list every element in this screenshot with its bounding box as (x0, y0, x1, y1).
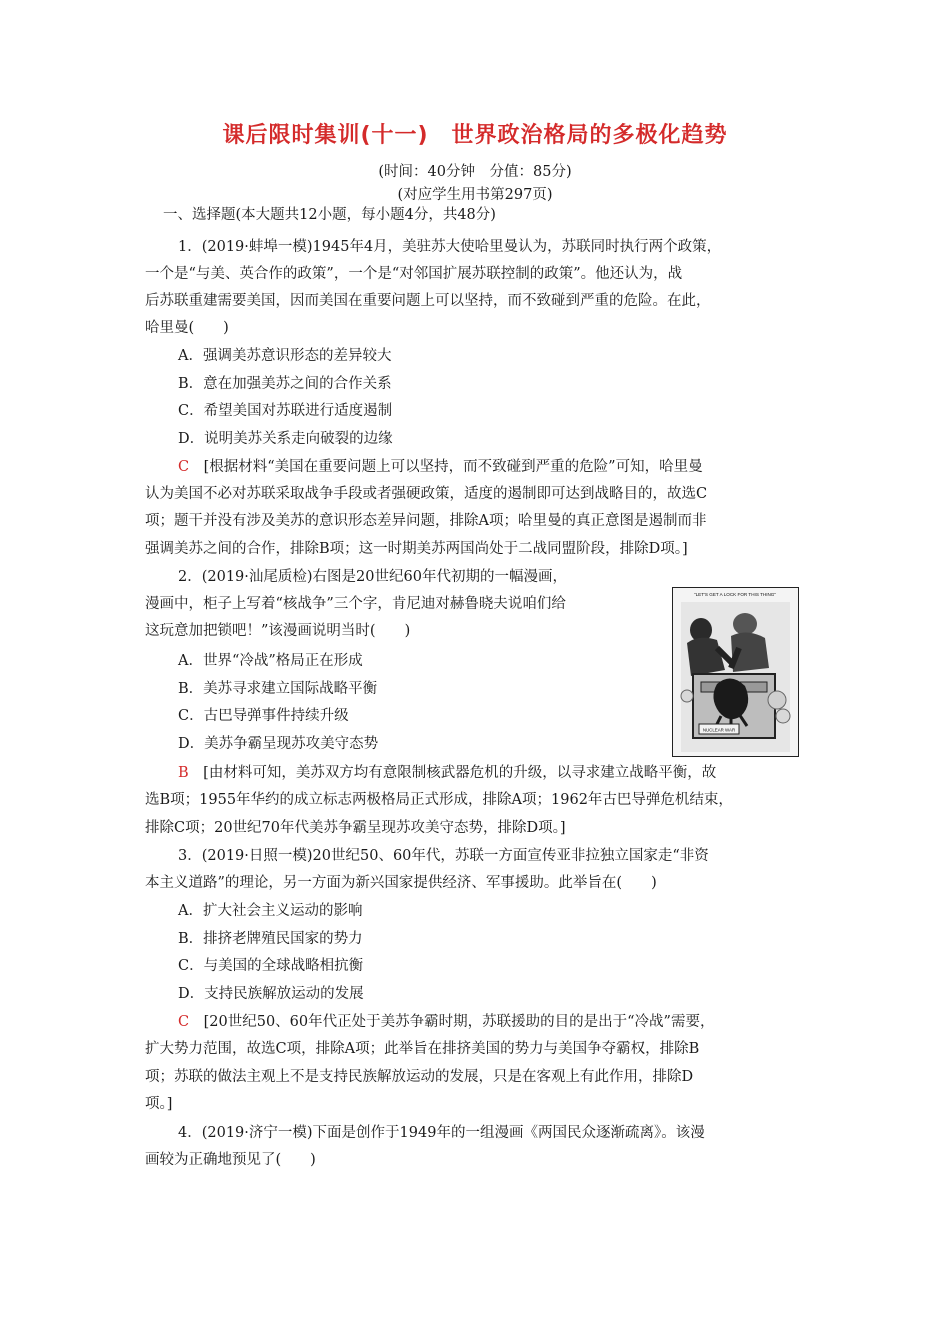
q1-answer: C (178, 459, 190, 475)
q2-stem-line: 这玩意加把锁吧！”该漫画说明当时( ) (145, 623, 411, 639)
q1-explanation-line: 认为美国不必对苏联采取战争手段或者强硬政策，适度的遏制即可达到战略目的，故选C (145, 486, 708, 502)
reference-info: (对应学生用书第297页) (397, 187, 553, 203)
q3-answer: C (178, 1014, 190, 1030)
q1-option-c: C．希望美国对苏联进行适度遏制 (178, 403, 393, 419)
q3-option-b: B．排挤老牌殖民国家的势力 (178, 931, 363, 947)
q3-stem-line: 本主义道路”的理论，另一方面为新兴国家提供经济、军事援助。此举旨在( ) (145, 875, 657, 891)
q1-stem-line: 后苏联重建需要美国，因而美国在重要问题上可以坚持，而不致碰到严重的危险。在此， (145, 293, 711, 309)
q2-answer: B (178, 765, 189, 781)
q1-option-a: A．强调美苏意识形态的差异较大 (178, 348, 392, 364)
q3-explanation-line: 扩大势力范围，故选C项，排除A项；此举旨在排挤美国的势力与美国争夺霸权，排除B (145, 1041, 700, 1057)
q3-explanation-line: 项；苏联的做法主观上不是支持民族解放运动的发展，只是在客观上有此作用，排除D (145, 1069, 694, 1085)
q1-stem-line: 一个是“与美、英合作的政策”，一个是“对邻国扩展苏联控制的政策”。他还认为，战 (145, 266, 683, 282)
page-title: 课后限时集训(十一) 世界政治格局的多极化趋势 (222, 123, 728, 148)
q4-stem-line: 画较为正确地预见了( ) (145, 1152, 316, 1168)
q2-option-a: A．世界“冷战”格局正在形成 (178, 653, 363, 669)
q1-explanation-line: 强调美苏之间的合作，排除B项；这一时期美苏两国尚处于二战同盟阶段，排除D项。] (145, 541, 688, 557)
comic-label: NUCLEAR WAR (702, 727, 736, 733)
q2-explanation-line: 选B项；1955年华约的成立标志两极格局正式形成，排除A项；1962年古巴导弹危机结束， (145, 792, 733, 808)
time-score-info: (时间：40分钟 分值：85分) (378, 164, 572, 180)
cartoon-image (672, 587, 799, 757)
q3-option-a: A．扩大社会主义运动的影响 (178, 903, 363, 919)
q1-stem-line: 1．(2019·蚌埠一模)1945年4月，美驻苏大使哈里曼认为，苏联同时执行两个政策， (178, 239, 722, 255)
q4-stem-line: 4．(2019·济宁一模)下面是创作于1949年的一组漫画《两国民众逐渐疏离》。该漫 (178, 1125, 705, 1141)
q2-explanation-line: 排除C项；20世纪70年代美苏争霸呈现苏攻美守态势，排除D项。] (145, 820, 566, 836)
q2-option-b: B．美苏寻求建立国际战略平衡 (178, 681, 378, 697)
q3-stem-line: 3．(2019·日照一模)20世纪50、60年代，苏联一方面宣传亚非拉独立国家走“非资 (178, 848, 709, 864)
q3-explanation-line: 项。] (145, 1096, 173, 1112)
q2-explanation-line: B [由材料可知，美苏双方均有意限制核武器危机的升级，以寻求建立战略平衡，故 (178, 765, 717, 781)
q3-option-d: D．支持民族解放运动的发展 (178, 986, 364, 1002)
q3-explanation-line: C [20世纪50、60年代正处于美苏争霸时期，苏联援助的目的是出于“冷战”需要， (178, 1014, 715, 1030)
q2-option-d: D．美苏争霸呈现苏攻美守态势 (178, 736, 379, 752)
comic-caption: "LET'S GET A LOCK FOR THIS THING" (694, 592, 776, 597)
q1-stem-line: 哈里曼( ) (145, 320, 229, 336)
q1-option-d: D．说明美苏关系走向破裂的边缘 (178, 431, 393, 447)
q1-option-b: B．意在加强美苏之间的合作关系 (178, 376, 392, 392)
q3-option-c: C．与美国的全球战略相抗衡 (178, 958, 364, 974)
q1-explanation-line: 项；题干并没有涉及美苏的意识形态差异问题，排除A项；哈里曼的真正意图是遏制而非 (145, 513, 707, 529)
q1-explanation-line: C [根据材料“美国在重要问题上可以坚持，而不致碰到严重的危险”可知，哈里曼 (178, 459, 703, 475)
q2-option-c: C．古巴导弹事件持续升级 (178, 708, 349, 724)
q2-stem-line: 漫画中，柜子上写着“核战争”三个字，肯尼迪对赫鲁晓夫说咱们给 (145, 596, 566, 612)
section-heading: 一、选择题(本大题共12小题，每小题4分，共48分) (163, 207, 496, 223)
q2-stem-line: 2．(2019·汕尾质检)右图是20世纪60年代初期的一幅漫画， (178, 569, 567, 585)
